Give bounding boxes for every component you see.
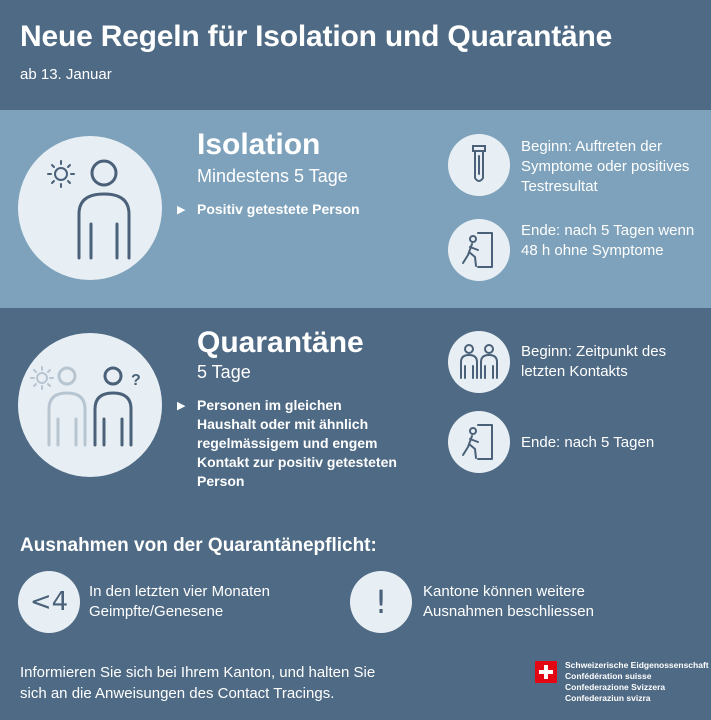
isolated-person-icon [18, 136, 162, 280]
triangle-right-icon: ▶ [177, 400, 186, 412]
header [0, 0, 711, 110]
triangle-right-icon: ▶ [177, 204, 186, 216]
exceptions-title: Ausnahmen von der Quarantänepflicht: [20, 535, 377, 556]
quarantine-who: Personen im gleichen Haushalt oder mit ähnlich regelmässigem und engem Kontakt zur positiv getesteten Person [197, 397, 397, 489]
quarantine-title: Quarantäne [197, 326, 364, 359]
exception-1-text: In den letzten vier Monaten Geimpfte/Genesene [89, 583, 270, 620]
page-subtitle: ab 13. Januar [20, 66, 112, 83]
two-persons-icon [18, 333, 162, 477]
page-title: Neue Regeln für Isolation und Quarantäne [20, 20, 613, 53]
exception-1-circle [18, 571, 80, 633]
exception-2-circle [350, 571, 412, 633]
isolation-start-circle [448, 134, 510, 196]
quarantine-persons-circle [18, 333, 162, 477]
virus-icon [31, 367, 53, 389]
logo-line-1: Schweizerische Eidgenossenschaft [565, 660, 709, 670]
exception-2-text: Kantone können weitere Ausnahmen beschliessen [423, 583, 594, 620]
question-mark-icon: ? [131, 372, 141, 389]
logo-line-2: Confédération suisse [565, 671, 652, 681]
logo-line-3: Confederazione Svizzera [565, 682, 666, 692]
isolation-duration: Mindestens 5 Tage [197, 166, 348, 186]
isolation-start-text: Beginn: Auftreten der Symptome oder positives Testresultat [521, 138, 690, 195]
quarantine-end-text: Ende: nach 5 Tagen [521, 434, 655, 451]
federal-logo-text [565, 660, 709, 704]
isolation-title: Isolation [197, 128, 321, 161]
footer-text: Informieren Sie sich bei Ihrem Kanton, und halten Sie sich an die Anweisungen des Contact Tracings. [20, 664, 376, 702]
exit-door-icon [448, 411, 510, 473]
swiss-cross-icon [535, 661, 557, 683]
isolation-who: Positiv getestete Person [197, 201, 360, 217]
logo-line-4: Confederaziun svizra [565, 693, 651, 703]
exit-door-icon [448, 219, 510, 281]
quarantine-duration: 5 Tage [197, 362, 251, 382]
two-persons-icon [448, 331, 510, 393]
quarantine-start-circle [448, 331, 510, 393]
virus-icon [48, 161, 74, 187]
isolation-end-text: Ende: nach 5 Tagen wenn 48 h ohne Symptome [521, 222, 695, 259]
less-than-four-icon: <4 [29, 587, 69, 617]
quarantine-start-text: Beginn: Zeitpunkt des letzten Kontakts [521, 343, 667, 380]
test-tube-icon [448, 134, 510, 196]
quarantine-end-circle [448, 411, 510, 473]
exclamation-icon: ! [374, 583, 388, 621]
isolation-end-circle [448, 219, 510, 281]
isolation-person-circle [18, 136, 162, 280]
